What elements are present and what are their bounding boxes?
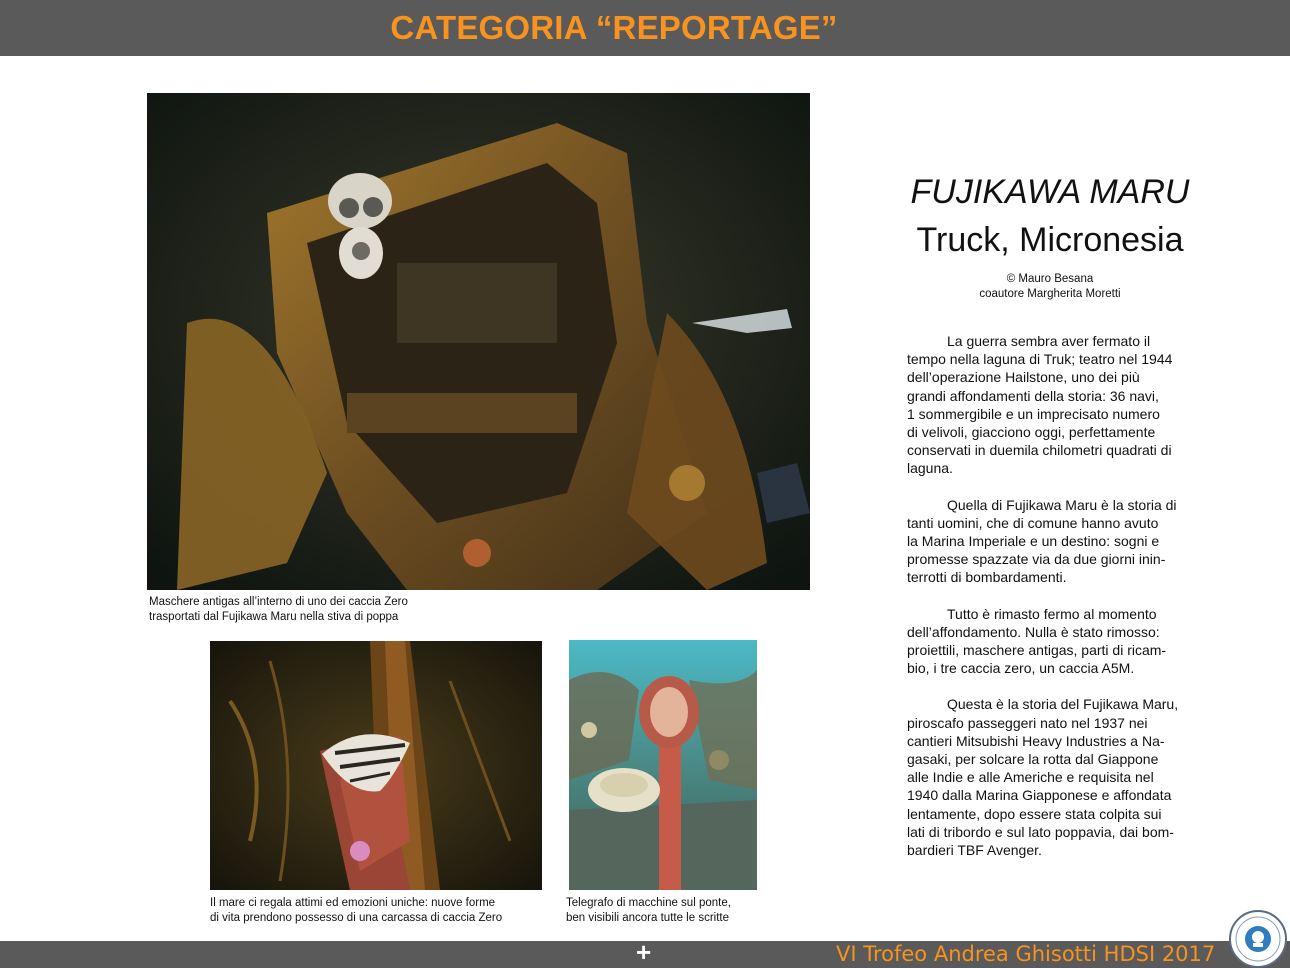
plus-icon: +: [636, 937, 652, 967]
caption-line: ben visibili ancora tutte le scritte: [566, 912, 729, 924]
photo-engine-telegraph: [569, 640, 757, 890]
footer-title: VI Trofeo Andrea Ghisotti HDSI 2017: [836, 942, 1216, 966]
caption-line: Telegrafo di macchine sul ponte,: [566, 897, 731, 909]
article-paragraph: Tutto è rimasto fermo al momento dell’affondamento. Nulla è stato rimosso: proiettili, maschere antigas, parti di ricam- bio, i tre caccia zero, un caccia A5M.: [907, 605, 1167, 677]
caption-line: di vita prendono possesso di una carcassa di caccia Zero: [210, 912, 503, 924]
coauthor-credit: coautore Margherita Moretti: [979, 288, 1121, 300]
article-paragraph: Quella di Fujikawa Maru è la storia di tanti uomini, che di comune hanno avuto la Marina Imperiale e un destino: sogni e promesse spazzate via da due giorni inin- terrotti di bombardamenti.: [907, 496, 1177, 586]
article-paragraph: La guerra sembra aver fermato il tempo nella laguna di Truk; teatro nel 1944 dell’operazione Hailstone, uno dei più grandi affondamenti della storia: 36 navi, 1 sommergibile e un imprecisato numero di velivoli, giacciono oggi, perfettamente conservati in duemila chilometri quadrati di laguna.: [907, 333, 1173, 477]
article-body: [907, 332, 1199, 877]
caption-line: trasportati dal Fujikawa Maru nella stiva di poppa: [149, 611, 399, 623]
photo-credit: © Mauro Besana: [1006, 273, 1094, 285]
article-paragraph: Questa è la storia del Fujikawa Maru, piroscafo passeggeri nato nel 1937 nei cantieri Mitsubishi Heavy Industries a Na- gasaki, per solcare la rotta dal Giappone alle Indie e alle Americhe e requisita nel 1940 dalla Marina Giapponese e affondata lentamente, dopo essere stata colpita sui lati di tribordo e sul lato poppavia, dai bom- bardieri TBF Avenger.: [907, 696, 1179, 859]
article-ship-name: FUJIKAWA MARU: [910, 173, 1190, 211]
footer-bar: [0, 937, 1290, 968]
header-bar: [0, 0, 1290, 56]
photo-zero-cockpit: [147, 93, 810, 590]
article-location: Truck, Micronesia: [916, 221, 1184, 259]
caption-telegraph: [566, 896, 731, 926]
caption-nudibranch: [210, 896, 502, 926]
caption-line: Maschere antigas all’interno di uno dei caccia Zero: [149, 596, 408, 608]
caption-line: Il mare ci regala attimi ed emozioni uniche: nuove forme: [210, 897, 496, 909]
caption-zero-cockpit: [149, 595, 408, 625]
photo-nudibranch-wreck: [210, 641, 542, 890]
hdsi-logo: [1229, 910, 1287, 968]
page-title: CATEGORIA “REPORTAGE”: [390, 9, 838, 46]
